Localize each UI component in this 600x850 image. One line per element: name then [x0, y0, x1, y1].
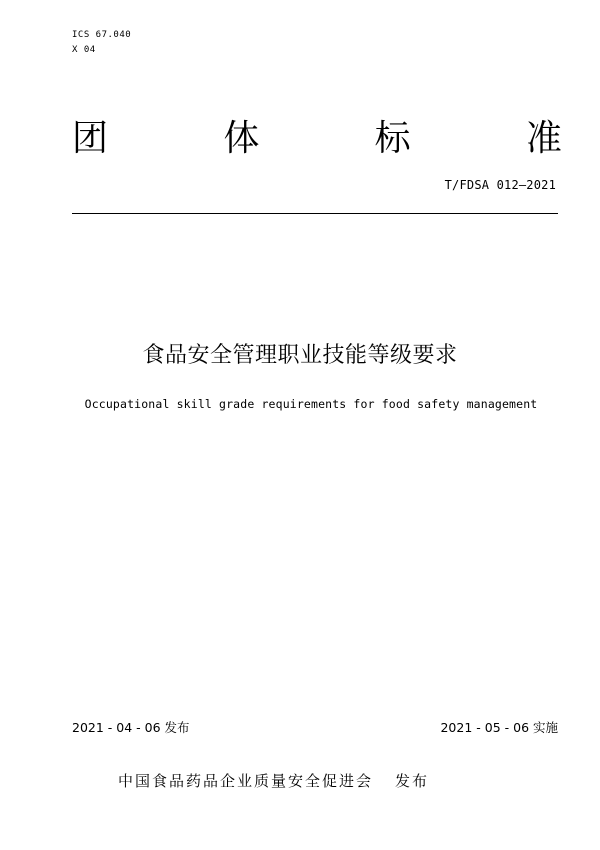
standard-type-char: 标	[374, 118, 411, 159]
standard-type-heading	[72, 112, 562, 166]
ics-code: ICS 67.040	[72, 30, 132, 40]
english-title: Occupational skill grade requirements for food safety management	[84, 397, 538, 411]
publisher-line	[118, 770, 429, 791]
issue-date: 2021 - 04 - 06 发布	[72, 720, 190, 735]
chinese-title: 食品安全管理职业技能等级要求	[142, 343, 458, 368]
standard-type-char: 团	[72, 118, 109, 159]
ccs-code: X 04	[72, 45, 96, 55]
publisher-organization: 中国食品药品企业质量安全促进会	[118, 772, 374, 790]
publisher-action: 发布	[395, 772, 430, 790]
header-divider	[72, 213, 558, 214]
implementation-date: 2021 - 05 - 06 实施	[440, 720, 558, 735]
standard-type-char: 体	[223, 118, 260, 159]
standard-number: T/FDSA 012—2021	[444, 178, 556, 192]
standard-type-char: 准	[525, 118, 562, 159]
